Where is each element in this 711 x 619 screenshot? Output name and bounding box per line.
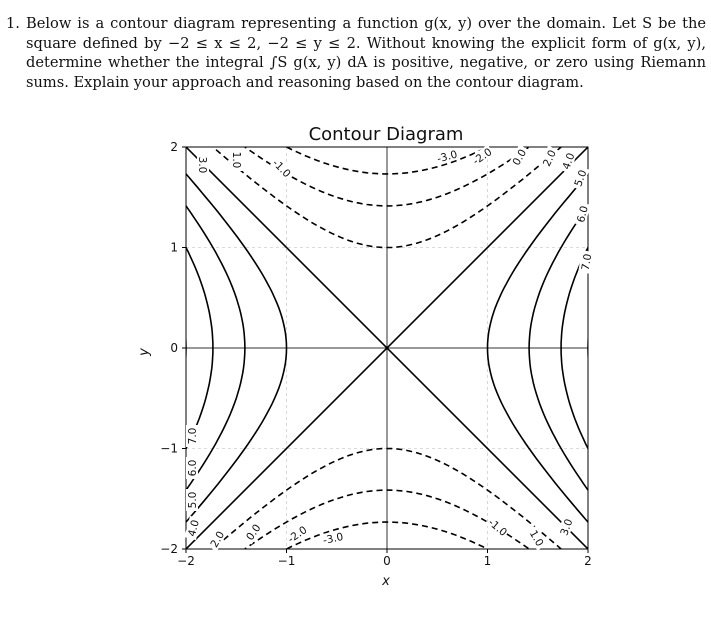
contour-label: 5.0 xyxy=(187,491,199,509)
contour-label: 1.0 xyxy=(526,528,546,549)
y-tick-label: 1 xyxy=(170,240,178,255)
chart-title: Contour Diagram xyxy=(308,124,464,145)
x-tick-label: 2 xyxy=(584,554,592,568)
contour-label: -3.0 xyxy=(321,530,345,547)
x-tick-label: −1 xyxy=(277,554,296,568)
contour-label: 2.0 xyxy=(540,148,559,169)
contour-label: 7.0 xyxy=(187,427,199,445)
contour-label: -2.0 xyxy=(470,146,495,168)
contour-label: 0.0 xyxy=(510,147,530,168)
contour-label: 3.0 xyxy=(196,156,208,174)
contour-label: 5.0 xyxy=(572,168,590,189)
contour-label: 1.0 xyxy=(230,151,242,169)
problem-text: Below is a contour diagram representing a function g(x, y) over the domain. Let S be the square defined by −2 ≤ x ≤ 2, −2 ≤ y ≤ 2. Without knowing the explicit form of g(x, y), determine whether the integral ∫S g(x, y) dA is positive, negative, or zero using Riemann sums. Explain your approach and reasoning based on the contour diagram. xyxy=(26,15,706,91)
contour-line-7 xyxy=(653,147,711,549)
contour-line-5 xyxy=(86,147,163,549)
contour-label: 2.0 xyxy=(208,529,228,550)
contour-label: -1.0 xyxy=(269,157,293,181)
contour-label: 7.0 xyxy=(579,252,595,272)
contour-line-6 xyxy=(69,147,141,549)
x-tick-label: −2 xyxy=(177,554,195,568)
y-tick-label: −1 xyxy=(160,441,178,456)
contour-label: 0.0 xyxy=(244,522,264,543)
x-axis-label: x xyxy=(382,574,390,589)
x-tick-label: 0 xyxy=(383,554,391,568)
contour-label: 4.0 xyxy=(186,518,202,538)
problem-number: 1. xyxy=(6,15,20,32)
contour-line-4 xyxy=(588,147,671,549)
y-tick-label: 0 xyxy=(170,341,178,355)
contour-label: -2.0 xyxy=(285,524,310,546)
plot-area xyxy=(54,82,711,614)
contour-label: 6.0 xyxy=(187,459,199,477)
contour-label: 4.0 xyxy=(560,151,578,172)
contour-line-6 xyxy=(633,147,705,549)
contour-line-5 xyxy=(612,147,689,549)
contour-label: 6.0 xyxy=(575,204,591,224)
x-tick-label: 1 xyxy=(483,554,492,568)
y-tick-label: −2 xyxy=(160,542,178,556)
y-axis-label: y xyxy=(137,348,152,356)
contour-line-7 xyxy=(54,147,121,549)
contour-label: -1.0 xyxy=(485,516,510,539)
contour-label: 3.0 xyxy=(558,517,576,538)
y-tick-label: 2 xyxy=(170,140,178,154)
contour-label: -3.0 xyxy=(435,148,459,166)
